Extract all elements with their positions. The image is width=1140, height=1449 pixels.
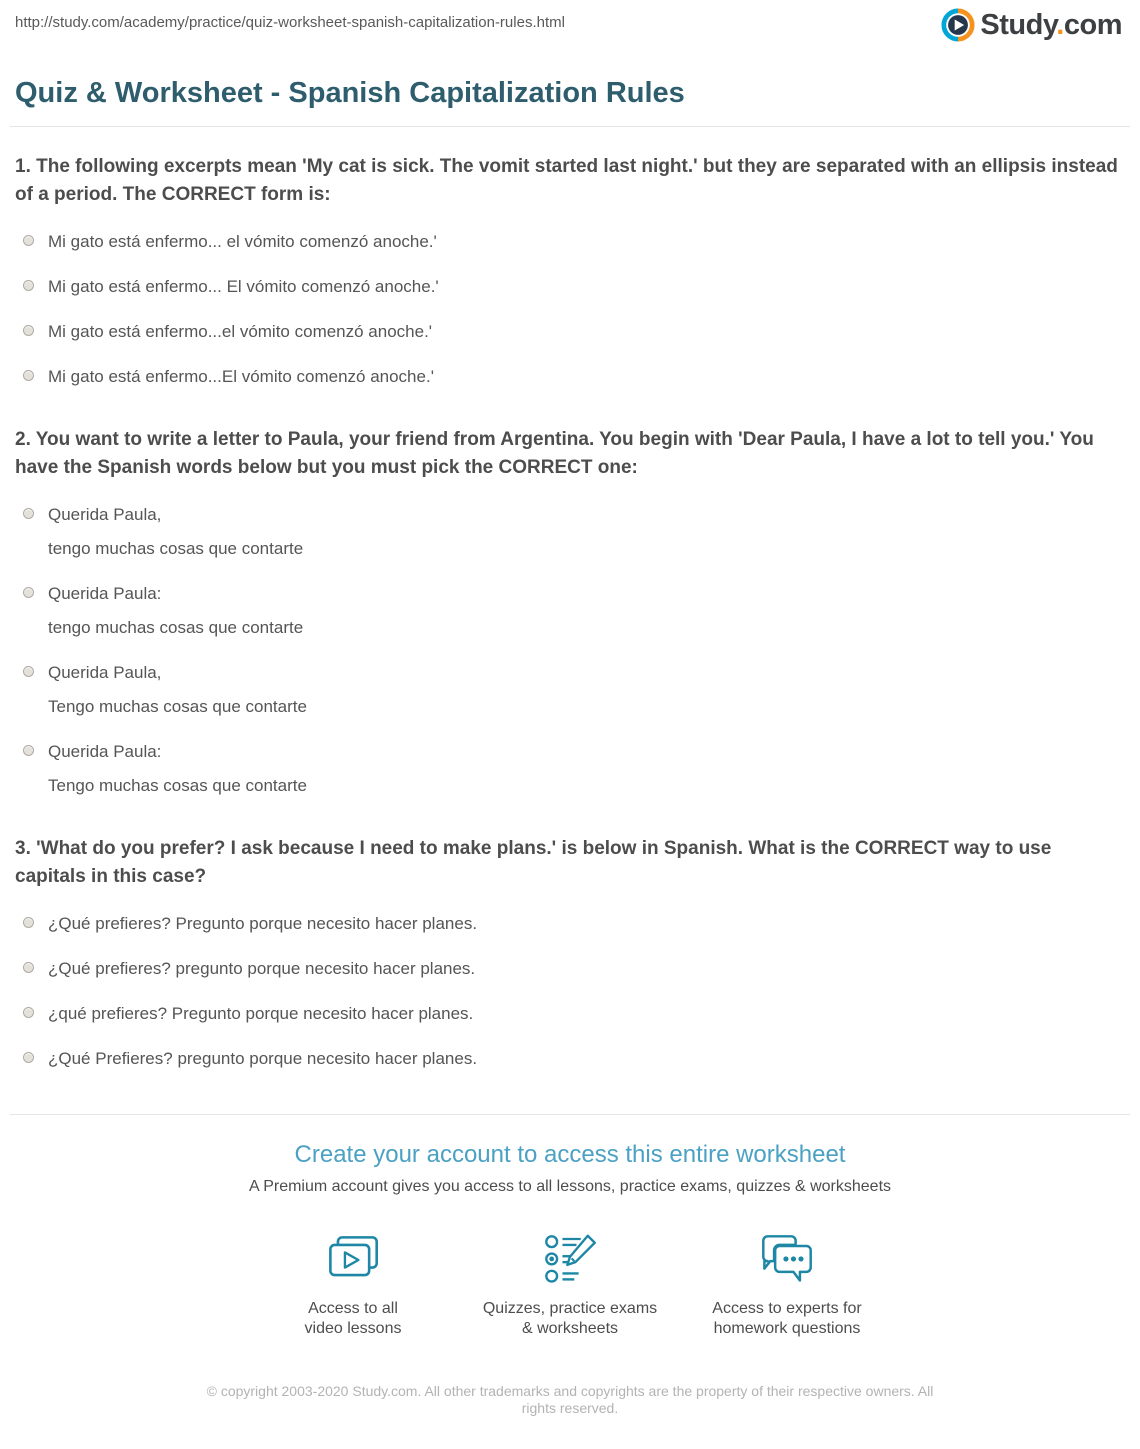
option-label: Querida Paula:: [48, 584, 162, 603]
option-label: ¿Qué prefieres? pregunto porque necesito hacer planes.: [48, 959, 476, 978]
quiz-body: [0, 153, 1140, 1070]
radio-option[interactable]: [23, 366, 1125, 388]
features-row: [0, 1232, 1140, 1339]
video-lessons-icon: [324, 1232, 382, 1288]
radio-option[interactable]: [23, 583, 1125, 639]
question-2-options: [15, 504, 1125, 797]
radio-button[interactable]: [23, 325, 34, 336]
page-header: [0, 0, 1140, 52]
copyright-text: © copyright 2003-2020 Study.com. All other trademarks and copyrights are the property of their respective owners. All rights reserved.: [206, 1383, 934, 1416]
feature-quizzes-worksheets: [462, 1232, 679, 1339]
divider: [10, 1114, 1130, 1115]
radio-button[interactable]: [23, 1052, 34, 1063]
option-label: Mi gato está enfermo... El vómito comenzó anoche.': [48, 277, 439, 296]
radio-option[interactable]: [23, 504, 1125, 560]
radio-button[interactable]: [23, 962, 34, 973]
feature-label: Access to all video lessons: [304, 1300, 402, 1337]
quizzes-worksheets-icon: [541, 1232, 599, 1288]
radio-option[interactable]: [23, 741, 1125, 797]
question-text: 2. You want to write a letter to Paula, your friend from Argentina. You begin with 'Dear Paula, I have a lot to tell you.' You have the Spanish words below but you must pick the CORRECT one:: [15, 429, 1094, 478]
radio-button[interactable]: [23, 508, 34, 519]
radio-option[interactable]: [23, 958, 1125, 980]
question-3: [15, 835, 1125, 1070]
radio-option[interactable]: [23, 276, 1125, 298]
option-label-line2: tengo muchas cosas que contarte: [48, 618, 304, 637]
cta-heading: Create your account to access this entire worksheet: [294, 1141, 846, 1168]
page-url: http://study.com/academy/practice/quiz-worksheet-spanish-capitalization-rules.html: [15, 14, 565, 31]
feature-label: Quizzes, practice exams & worksheets: [482, 1300, 658, 1337]
cta-section: [0, 1141, 1140, 1339]
feature-label: Access to experts for homework questions: [712, 1300, 862, 1337]
radio-option[interactable]: [23, 1048, 1125, 1070]
question-1: [15, 153, 1125, 388]
divider: [10, 126, 1130, 127]
radio-button[interactable]: [23, 666, 34, 677]
radio-option[interactable]: [23, 913, 1125, 935]
radio-button[interactable]: [23, 235, 34, 246]
radio-button[interactable]: [23, 917, 34, 928]
radio-option[interactable]: [23, 1003, 1125, 1025]
option-label: ¿Qué prefieres? Pregunto porque necesito hacer planes.: [48, 914, 478, 933]
option-label-line2: Tengo muchas cosas que contarte: [48, 776, 307, 795]
studycom-logo[interactable]: [941, 8, 1122, 42]
option-label: Querida Paula,: [48, 663, 162, 682]
radio-button[interactable]: [23, 745, 34, 756]
question-1-options: [15, 231, 1125, 388]
radio-option[interactable]: [23, 231, 1125, 253]
radio-option[interactable]: [23, 321, 1125, 343]
question-text: 1. The following excerpts mean 'My cat is sick. The vomit started last night.' but they are separated with an ellipsis instead of a period. The CORRECT form is:: [15, 156, 1118, 205]
feature-homework-experts: [679, 1232, 896, 1339]
question-2: [15, 426, 1125, 797]
studycom-play-icon: [941, 8, 975, 42]
radio-button[interactable]: [23, 1007, 34, 1018]
radio-button[interactable]: [23, 280, 34, 291]
question-text: 3. 'What do you prefer? I ask because I need to make plans.' is below in Spanish. What is the CORRECT way to use capitals in this case?: [15, 838, 1052, 887]
option-label: ¿Qué Prefieres? pregunto porque necesito hacer planes.: [48, 1049, 478, 1068]
option-label: Mi gato está enfermo...el vómito comenzó anoche.': [48, 322, 433, 341]
option-label-line2: tengo muchas cosas que contarte: [48, 539, 304, 558]
studycom-logo-text: Study.com: [980, 8, 1122, 41]
cta-subheading: A Premium account gives you access to all lessons, practice exams, quizzes & worksheets: [248, 1178, 892, 1195]
option-label: Mi gato está enfermo... el vómito comenzó anoche.': [48, 232, 437, 251]
homework-experts-icon: [758, 1232, 816, 1288]
radio-option[interactable]: [23, 662, 1125, 718]
option-label: ¿qué prefieres? Pregunto porque necesito hacer planes.: [48, 1004, 474, 1023]
radio-button[interactable]: [23, 370, 34, 381]
radio-button[interactable]: [23, 587, 34, 598]
option-label-line2: Tengo muchas cosas que contarte: [48, 697, 307, 716]
option-label: Querida Paula,: [48, 505, 162, 524]
page-title: Quiz & Worksheet - Spanish Capitalization Rules: [15, 77, 685, 109]
option-label: Querida Paula:: [48, 742, 162, 761]
question-3-options: [15, 913, 1125, 1070]
option-label: Mi gato está enfermo...El vómito comenzó anoche.': [48, 367, 434, 386]
feature-video-lessons: [245, 1232, 462, 1339]
